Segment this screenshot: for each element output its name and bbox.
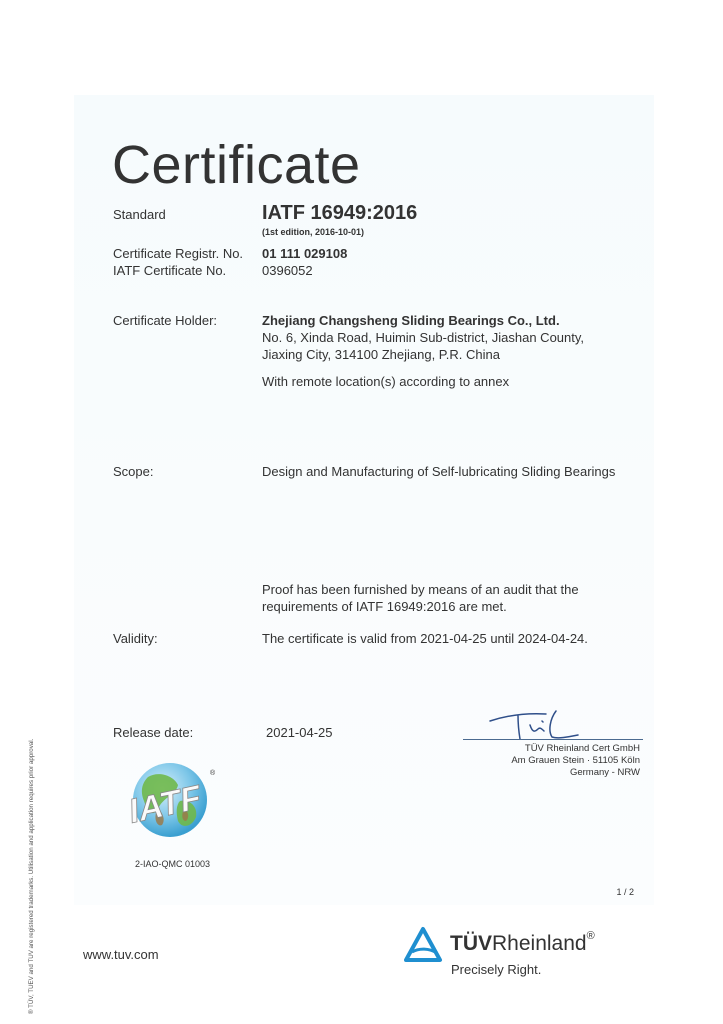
svg-text:®: ® (210, 770, 216, 777)
validity-value: The certificate is valid from 2021-04-25 until 2024-04-24. (262, 631, 588, 646)
page-number: 1 / 2 (616, 887, 634, 897)
tuv-tagline: Precisely Right. (451, 962, 542, 977)
registration-no-label: Certificate Registr. No. (113, 246, 244, 261)
holder-name: Zhejiang Changsheng Sliding Bearings Co., Ltd. (262, 313, 560, 328)
iatf-globe-logo-icon (118, 757, 228, 842)
standard-edition: (1st edition, 2016-10-01) (262, 227, 365, 237)
tuv-triangle-logo-icon (403, 926, 443, 964)
holder-label: Certificate Holder: (113, 313, 218, 328)
tuv-brand-rest: Rheinland (492, 932, 587, 955)
registered-mark: ® (586, 930, 595, 942)
signature-line (463, 739, 643, 740)
issuer-name: TÜV Rheinland Cert GmbH (524, 743, 640, 754)
scope-value: Design and Manufacturing of Self-lubricating Sliding Bearings (262, 464, 616, 479)
website-link[interactable]: www.tuv.com (83, 947, 159, 962)
holder-address-line2: Jiaxing City, 314100 Zhejiang, P.R. China (262, 347, 500, 362)
standard-label: Standard (113, 207, 166, 222)
trademark-side-note: ® TÜV, TUEV and TUV are registered trademarks. Utilisation and application requires prior approval. (28, 738, 35, 1014)
iatf-accreditation-no: 2-IAO-QMC 01003 (135, 859, 211, 869)
proof-statement (262, 581, 579, 615)
page-title: Certificate (112, 135, 361, 195)
svg-text:IATF: IATF (125, 778, 205, 831)
proof-line2: requirements of IATF 16949:2016 are met. (262, 599, 507, 614)
issuer-address: Am Grauen Stein · 51105 Köln (511, 755, 640, 766)
holder-remote-note: With remote location(s) according to annex (262, 374, 510, 389)
tuv-brand-bold: TÜV (450, 932, 492, 955)
standard-value: IATF 16949:2016 (262, 202, 418, 224)
release-date-label: Release date: (113, 725, 194, 740)
release-date-value: 2021-04-25 (266, 725, 333, 740)
proof-line1: Proof has been furnished by means of an audit that the (262, 582, 579, 597)
issuer-region: Germany - NRW (569, 767, 640, 778)
holder-block (262, 312, 584, 363)
scope-label: Scope: (113, 464, 154, 479)
registration-no-value: 01 111 029108 (262, 246, 348, 261)
validity-label: Validity: (113, 631, 158, 646)
tuv-brand-name (450, 932, 595, 956)
iatf-certificate-no-value: 0396052 (262, 263, 313, 278)
holder-address-line1: No. 6, Xinda Road, Huimin Sub-district, Jiashan County, (262, 330, 585, 345)
iatf-certificate-no-label: IATF Certificate No. (113, 263, 227, 278)
issuer-block (511, 743, 640, 779)
